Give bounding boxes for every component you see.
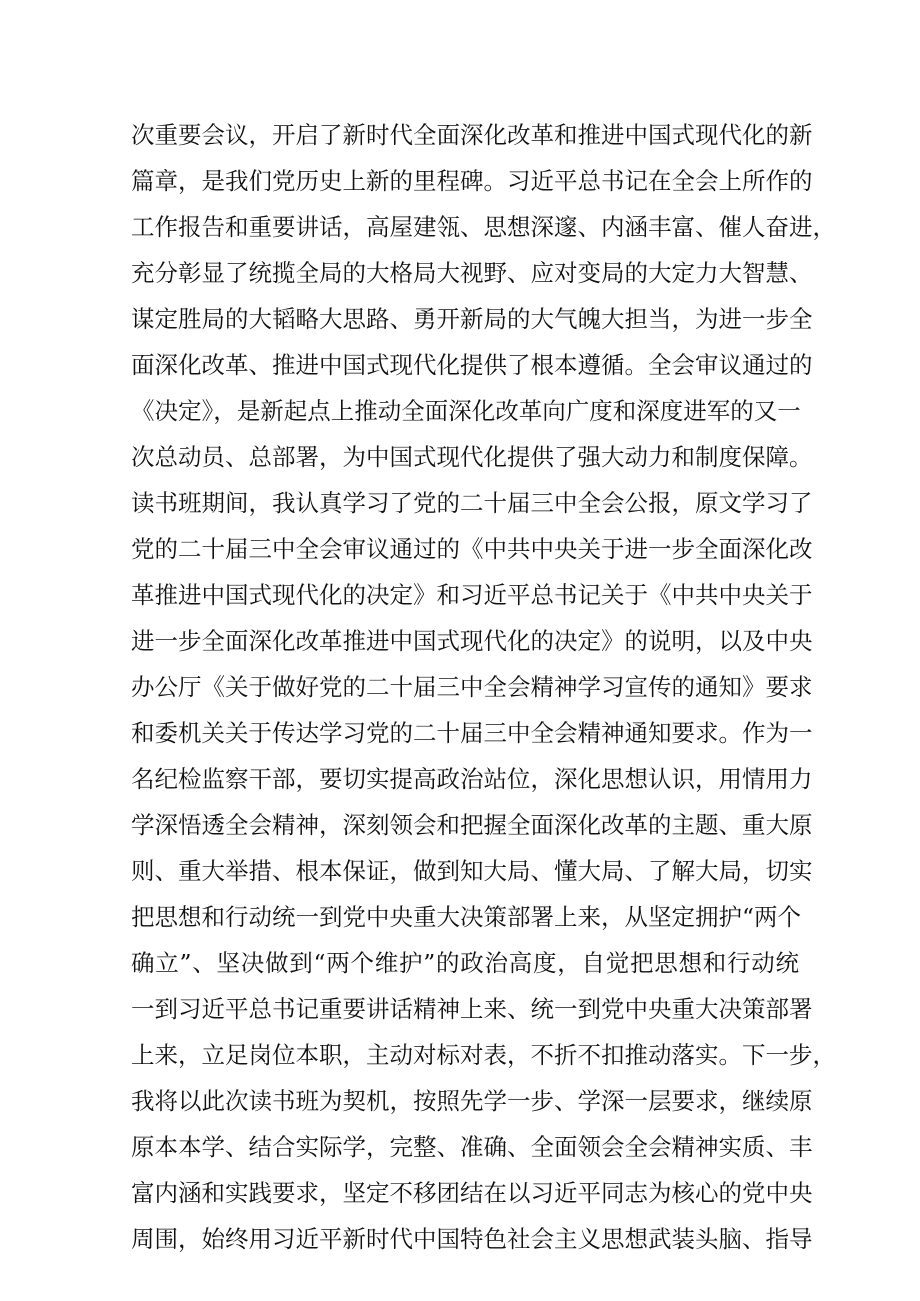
text-line: 周围，始终用习近平新时代中国特色社会主义思想武装头脑、指导	[131, 1225, 813, 1253]
text-line: 谋定胜局的大韬略大思路、勇开新局的大气魄大担当，为进一步全	[131, 305, 813, 333]
text-line: 进一步全面深化改革推进中国式现代化的决定》的说明，以及中央	[131, 627, 813, 655]
text-line: 学深悟透全会精神，深刻领会和把握全面深化改革的主题、重大原	[131, 811, 813, 839]
text-line: 次重要会议，开启了新时代全面深化改革和推进中国式现代化的新	[131, 121, 813, 149]
text-line: 富内涵和实践要求，坚定不移团结在以习近平同志为核心的党中央	[131, 1179, 813, 1207]
text-line: 上来，立足岗位本职，主动对标对表，不折不扣推动落实。下一步，	[131, 1041, 836, 1069]
text-line: 和委机关关于传达学习党的二十届三中全会精神通知要求。作为一	[131, 719, 813, 747]
text-line: 面深化改革、推进中国式现代化提供了根本遵循。全会审议通过的	[131, 351, 813, 379]
text-line: 把思想和行动统一到党中央重大决策部署上来，从坚定拥护“两个	[131, 903, 802, 931]
text-line: 充分彰显了统揽全局的大格局大视野、应对变局的大定力大智慧、	[131, 259, 813, 287]
text-line: 党的二十届三中全会审议通过的《中共中央关于进一步全面深化改	[131, 535, 813, 563]
text-line: 篇章，是我们党历史上新的里程碑。习近平总书记在全会上所作的	[131, 167, 813, 195]
text-line: 一到习近平总书记重要讲话精神上来、统一到党中央重大决策部署	[131, 995, 813, 1023]
text-line: 革推进中国式现代化的决定》和习近平总书记关于《中共中央关于	[131, 581, 813, 609]
text-line: 工作报告和重要讲话，高屋建瓴、思想深邃、内涵丰富、催人奋进，	[131, 213, 836, 241]
text-line: 名纪检监察干部，要切实提高政治站位，深化思想认识，用情用力	[131, 765, 813, 793]
text-line: 确立”、坚决做到“两个维护”的政治高度，自觉把思想和行动统	[131, 949, 799, 977]
text-line: 次总动员、总部署，为中国式现代化提供了强大动力和制度保障。	[131, 443, 813, 471]
text-line: 我将以此次读书班为契机，按照先学一步、学深一层要求，继续原	[131, 1087, 813, 1115]
text-line: 读书班期间，我认真学习了党的二十届三中全会公报，原文学习了	[131, 489, 813, 517]
text-line: 原本本学、结合实际学，完整、准确、全面领会全会精神实质、丰	[131, 1133, 813, 1161]
body-text	[131, 112, 836, 1262]
text-line: 《决定》，是新起点上推动全面深化改革向广度和深度进军的又一	[131, 397, 801, 425]
text-line: 则、重大举措、根本保证，做到知大局、懂大局、了解大局，切实	[131, 857, 813, 885]
text-line: 办公厅《关于做好党的二十届三中全会精神学习宣传的通知》要求	[131, 673, 813, 701]
